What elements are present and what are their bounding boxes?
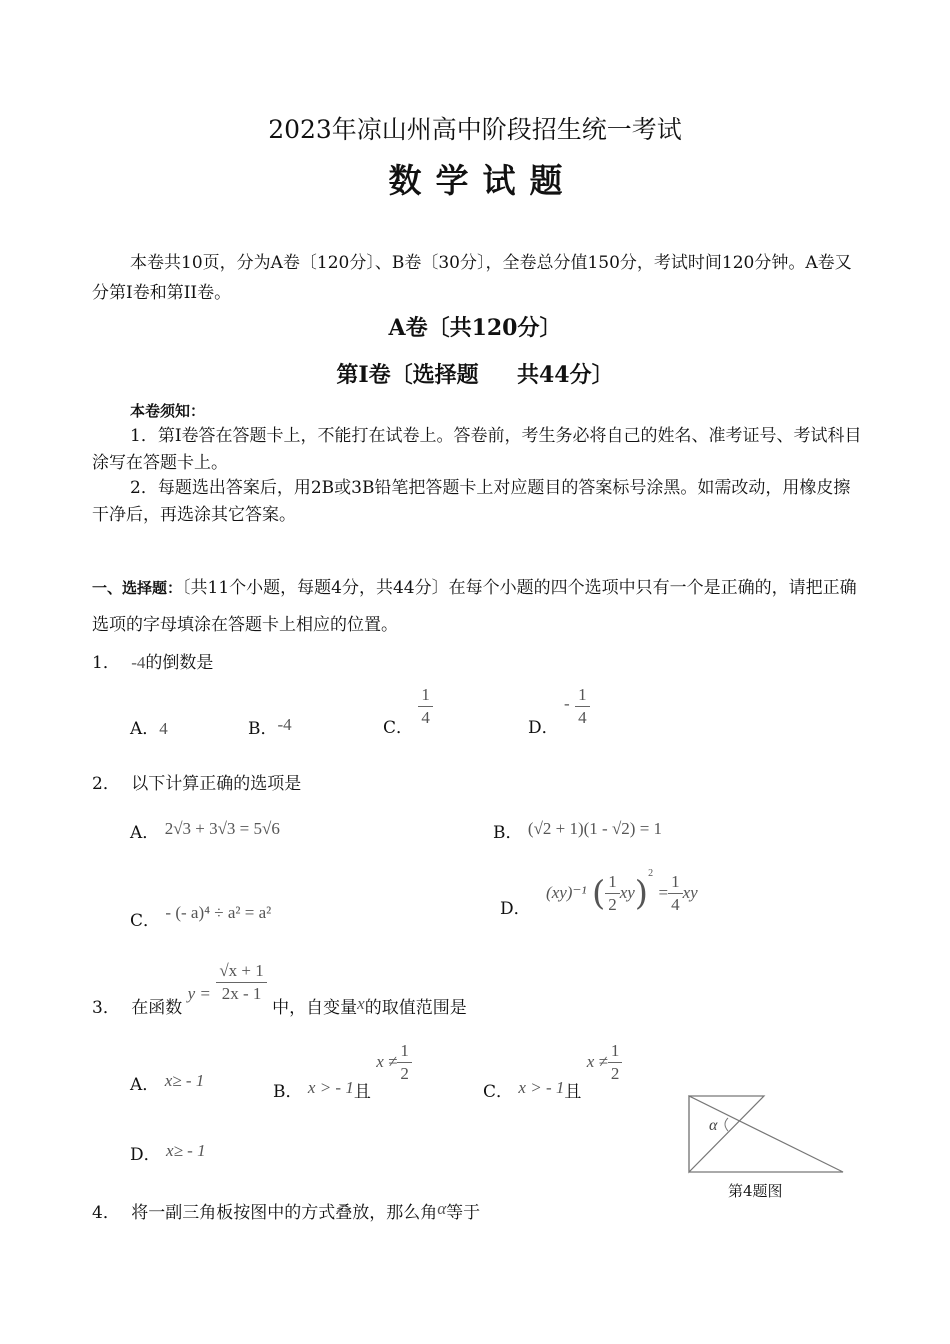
q3-b-and: 且 <box>353 1082 371 1102</box>
q2-number: 2． <box>92 774 120 794</box>
q1-c-label: C． <box>383 718 414 738</box>
q2-b-expr: (√2 + 1)(1 - √2) = 1 <box>527 819 663 838</box>
notice-heading: 本卷须知： <box>130 402 206 420</box>
q3-a-expr: x≥ - 1 <box>164 1071 205 1090</box>
q1-option-c <box>383 684 433 738</box>
triangle-right <box>689 1096 843 1172</box>
q2-option-d: D． (xy)⁻¹ ( $\frac{1}{2}$ xy)$^2$ = $\frac{1}{4}$ xy <box>500 868 698 919</box>
q3-c-and: 且 <box>564 1082 582 1102</box>
subject-title: 数学试题 <box>388 161 577 200</box>
q4-post: 等于 <box>446 1203 481 1223</box>
q2-d-rxy: xy <box>682 883 698 902</box>
q3-option-a <box>130 1066 205 1095</box>
q1-a-label: A． <box>130 719 160 739</box>
triangle-isosceles <box>689 1096 764 1172</box>
q3-c-neq: x ≠ <box>586 1052 608 1071</box>
figure-caption: 第4题图 <box>728 1182 783 1200</box>
q1-a-value: 4 <box>159 719 168 738</box>
q3-mid: 中，自变量 <box>272 998 358 1018</box>
q2-d-eq: = <box>658 883 669 902</box>
triangle-figure <box>686 1094 848 1174</box>
section1-text: 〔共11个小题，每题4分，共44分〕在每个小题的四个选项中只有一个是正确的，请把正确选项的字母填涂在答题卡上相应的位置。 <box>92 578 857 635</box>
exam-title: 2023年凉山州高中阶段招生统一考试 <box>268 115 682 144</box>
q3-option-d <box>130 1136 206 1165</box>
q2-option-b <box>493 814 663 843</box>
q2-d-fraction: $\frac{1}{2}$ <box>605 871 620 916</box>
q2-a-expr: 2√3 + 3√3 = 5√6 <box>164 819 280 838</box>
q1-stem <box>92 648 213 673</box>
q3-b-label: B． <box>273 1082 303 1102</box>
alpha-label: α <box>709 1117 718 1134</box>
q3-option-b <box>273 1040 412 1102</box>
q2-d-power: 2 <box>648 868 654 879</box>
q3-var: x <box>357 994 365 1013</box>
q3-post: 的取值范围是 <box>364 998 467 1018</box>
q3-c-label: C． <box>483 1082 514 1102</box>
q3-b-expr: x > - 1 <box>307 1078 354 1097</box>
notice-item-2: 2．每题选出答案后，用2B或3B铅笔把答题卡上对应题目的答案标号涂黑。如需改动，用橡皮擦干净后，再选涂其它答案。 <box>92 478 851 525</box>
q2-b-label: B． <box>493 823 523 843</box>
section-title: 第I卷〔选择题 共44分〕 <box>336 362 614 388</box>
q3-fraction: $\frac{√x + 1}{2x - 1}$ <box>216 960 266 1005</box>
q1-d-sign: - <box>564 694 570 713</box>
q2-a-label: A． <box>130 823 160 843</box>
q2-option-a <box>130 814 280 843</box>
q1-d-fraction: $\frac{1}{4}$ <box>575 684 590 729</box>
q1-b-value: -4 <box>277 715 292 734</box>
section1-intro <box>92 570 862 644</box>
q1-text: 的倒数是 <box>145 653 214 673</box>
q2-d-left: (xy)⁻¹ <box>546 883 587 902</box>
q3-c-expr: x > - 1 <box>518 1078 565 1097</box>
q2-option-c <box>130 898 272 931</box>
intro-text: 本卷共10页，分为A卷〔120分〕、B卷〔30分〕，全卷总分值150分，考试时间120分钟。A卷又分第I卷和第II卷。 <box>92 253 852 303</box>
q3-b-fraction: $\frac{1}{2}$ <box>397 1040 412 1085</box>
q1-d-label: D． <box>528 718 559 738</box>
q3-option-c <box>483 1040 622 1102</box>
q2-stem <box>92 769 301 794</box>
angle-arc <box>725 1118 728 1131</box>
q3-c-fraction: $\frac{1}{2}$ <box>608 1040 623 1085</box>
q4-pre: 将一副三角板按图中的方式叠放，那么角 <box>131 1203 438 1223</box>
q3-d-label: D． <box>130 1145 161 1165</box>
q1-expr: -4 <box>131 653 146 672</box>
q2-d-rfraction: $\frac{1}{4}$ <box>668 871 683 916</box>
q4-alpha: α <box>437 1199 447 1218</box>
part-a-title: A卷〔共120分〕 <box>388 315 562 341</box>
q3-b-neq: x ≠ <box>376 1052 398 1071</box>
q2-c-expr: - (- a)⁴ ÷ a² = a² <box>165 903 272 922</box>
q3-stem <box>92 952 467 1018</box>
q1-b-label: B． <box>248 719 278 739</box>
q1-number: 1． <box>92 653 120 673</box>
q3-d-expr: x≥ - 1 <box>166 1141 206 1160</box>
q1-option-a <box>130 714 168 739</box>
notice-item-1: 1．第I卷答在答题卡上，不能打在试卷上。答卷前，考生务必将自己的姓名、准考证号、考试科目涂写在答题卡上。 <box>92 426 862 473</box>
q2-c-label: C． <box>130 911 161 931</box>
q3-a-label: A． <box>130 1075 160 1095</box>
q4-number: 4． <box>92 1203 120 1223</box>
q1-option-d <box>528 684 590 738</box>
q2-d-label: D． <box>500 899 531 919</box>
q3-pre: 在函数 <box>131 998 183 1018</box>
q2-d-xy: xy <box>619 883 635 902</box>
q4-stem <box>92 1198 480 1223</box>
q2-text: 以下计算正确的选项是 <box>131 774 302 794</box>
q1-option-b <box>248 714 292 739</box>
q3-number: 3． <box>92 998 120 1018</box>
q1-c-fraction: $\frac{1}{4}$ <box>418 684 433 729</box>
section1-heading: 一、选择题： <box>92 579 183 597</box>
q3-y: y = <box>187 984 211 1003</box>
